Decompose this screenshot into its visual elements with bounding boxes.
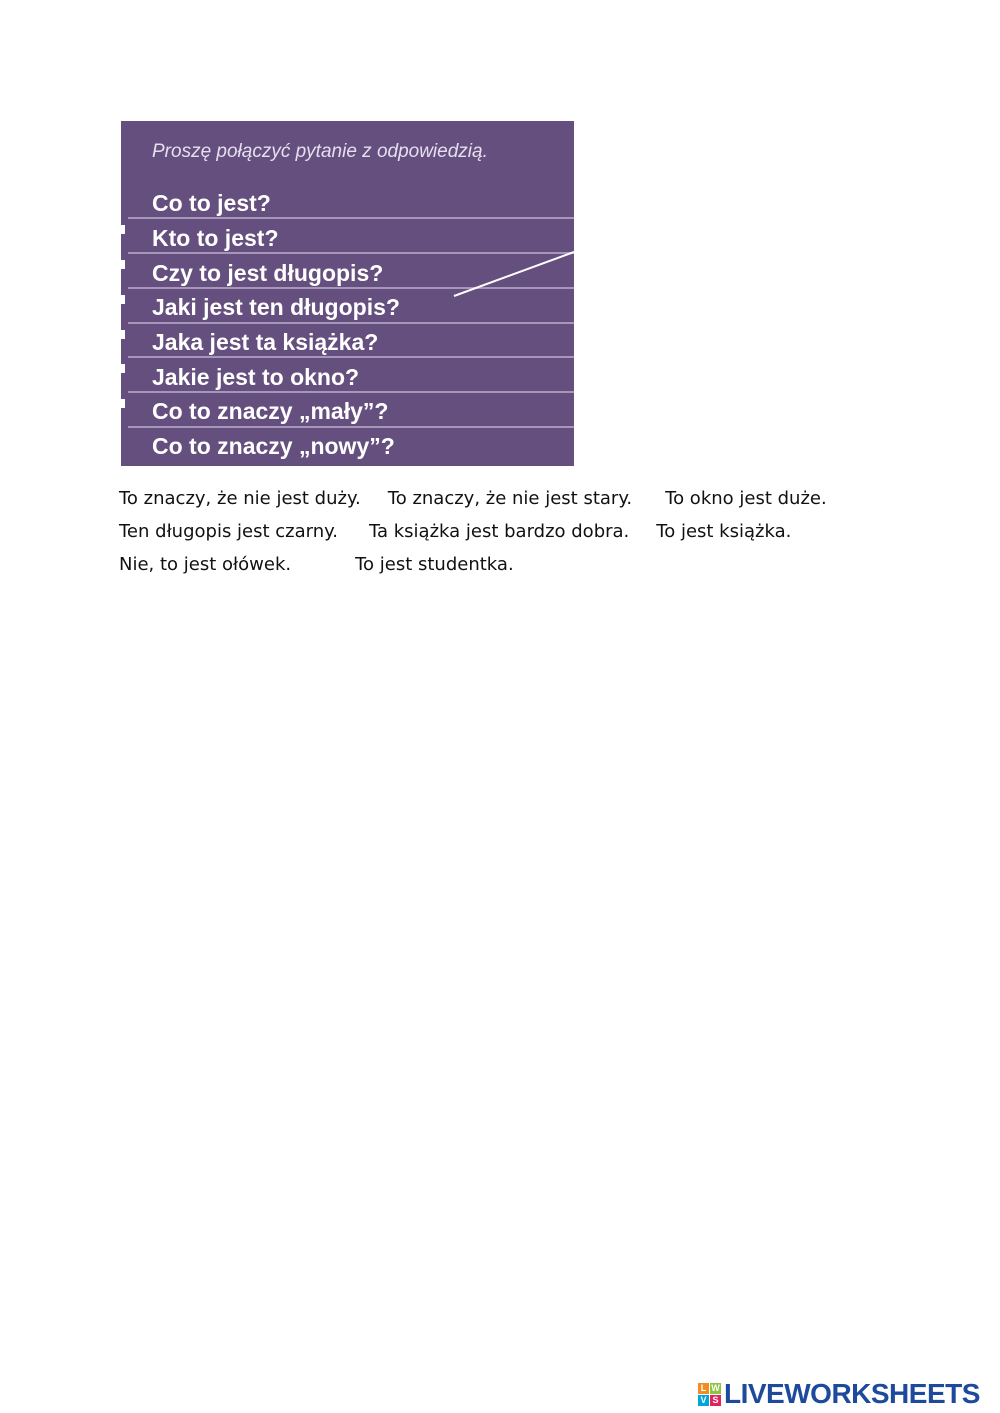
logo-text: LIVEWORKSHEETS: [724, 1378, 980, 1409]
question-1: Co to jest?: [152, 190, 271, 216]
answer-option[interactable]: To jest studentka.: [355, 554, 514, 575]
question-3: Czy to jest długopis?: [152, 260, 384, 286]
liveworksheets-logo: [698, 1380, 980, 1408]
question-4: Jaki jest ten długopis?: [152, 294, 400, 320]
answer-option[interactable]: To okno jest duże.: [665, 488, 827, 509]
matching-exercise-image: [121, 121, 574, 466]
answers-row-2: [119, 523, 791, 541]
question-2: Kto to jest?: [152, 225, 279, 251]
connector-line: [121, 121, 574, 466]
logo-tile: S: [710, 1395, 721, 1406]
answers-row-1: [119, 490, 827, 508]
answer-option[interactable]: To jest książka.: [656, 521, 792, 542]
question-7: Co to znaczy „mały”?: [152, 398, 389, 424]
answer-option[interactable]: To znaczy, że nie jest stary.: [387, 488, 633, 509]
answers-row-3: [119, 556, 514, 574]
question-6: Jakie jest to okno?: [152, 364, 360, 390]
exercise-instruction: Proszę połączyć pytanie z odpowiedzią.: [152, 141, 488, 162]
liveworksheets-icon: [698, 1383, 721, 1406]
answer-option[interactable]: To znaczy, że nie jest duży.: [119, 488, 361, 509]
logo-tile: L: [698, 1383, 709, 1394]
answer-option[interactable]: Nie, to jest ołówek.: [119, 554, 292, 575]
logo-tile: V: [698, 1395, 709, 1406]
logo-tile: W: [711, 1382, 720, 1393]
question-5: Jaka jest ta książka?: [152, 329, 379, 355]
question-8: Co to znaczy „nowy”?: [152, 433, 395, 459]
answer-option[interactable]: Ta książka jest bardzo dobra.: [368, 521, 630, 542]
answer-option[interactable]: Ten długopis jest czarny.: [119, 521, 338, 542]
